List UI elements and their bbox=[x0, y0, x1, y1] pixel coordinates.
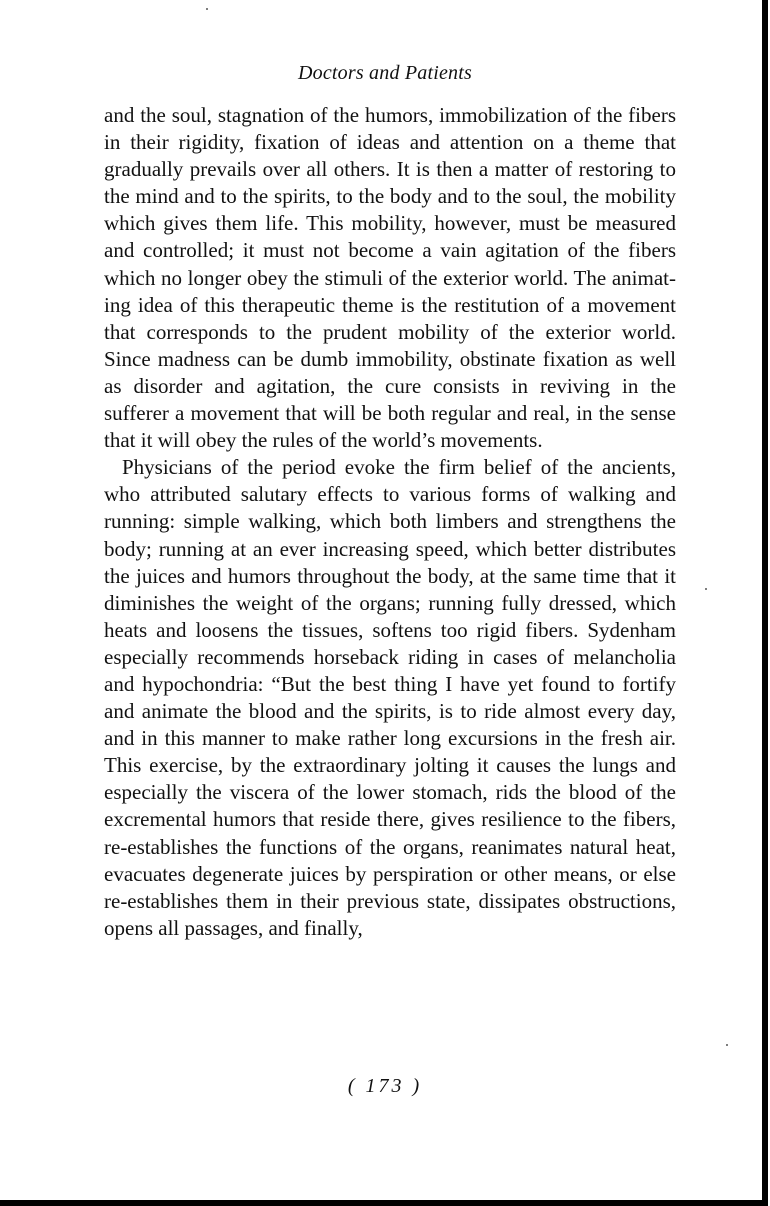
running-head: Doctors and Patients bbox=[298, 62, 472, 84]
scan-speck bbox=[206, 8, 208, 10]
paragraph-1: and the soul, stagnation of the humors, immobilization of the fibers in their rigidity, fixation of ideas and attention on a theme that gradually prevails over all others. It is then a matter of restoring to the mind and to the spirits, to the body and to the soul, the mobility which gives them life. This mobility, however, must be measured and controlled; it must not become a vain agitation of the fibers which no longer obey the stimuli of the exterior world. The animating idea of this therapeutic theme is the restitution of a movement that corresponds to the prudent mobility of the exterior world. Since madness can be dumb immobility, obstinate fixation as well as disorder and agitation, the cure consists in reviving in the sufferer a movement that will be both regular and real, in the sense that it will obey the rules of the world’s movements. bbox=[104, 103, 676, 453]
paragraph-2: Physicians of the period evoke the firm belief of the ancients, who attributed salutary effects to various forms of walking and running: simple walking, which both limbers and strengthens the body; running at an ever increasing speed, which better distributes the juices and humors throughout the body, at the same time that it diminishes the weight of the organs; running fully dressed, which heats and loosens the tissues, softens too rigid fibers. Sydenham especially recommends horseback riding in cases of melancholia and hypochondria: “But the best thing I have yet found to fortify and animate the blood and the spirits, is to ride almost every day, and in this manner to make rather long excursions in the fresh air. This exercise, by the extraordinary jolting it causes the lungs and especially the viscera of the lower stomach, rids the blood of the excremental humors that reside there, gives resilience to the fibers, re-establishes the functions of the organs, reanimates natural heat, evacuates degenerate juices by perspiration or other means, or else re-establishes them in their previous state, dissipates obstructions, opens all passages, and finally, bbox=[104, 455, 676, 940]
scan-speck bbox=[705, 588, 707, 590]
page-number: ( 173 ) bbox=[347, 1075, 423, 1097]
body-text bbox=[104, 102, 676, 942]
scan-speck bbox=[726, 1044, 728, 1046]
